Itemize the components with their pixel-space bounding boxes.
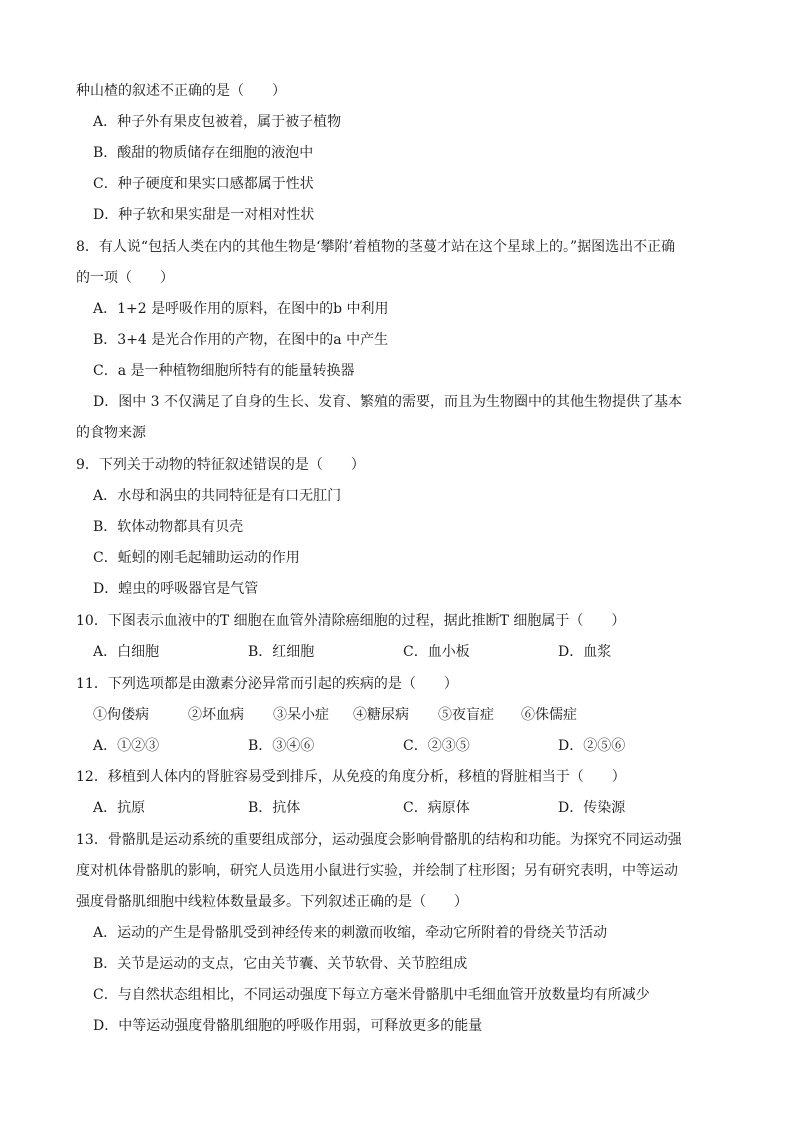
question-10-option-b[interactable]: B．红细胞 (248, 644, 315, 660)
disease-item-1: ①佝偻病 (93, 707, 149, 723)
question-13-option-b[interactable]: B．关节是运动的支点，它由关节囊、关节软骨、关节腔组成 (93, 956, 468, 972)
disease-item-3: ③呆小症 (273, 707, 329, 723)
question-11-option-d[interactable]: D．②⑤⑥ (558, 738, 626, 754)
question-7-option-d[interactable]: D．种子软和果实甜是一对相对性状 (93, 207, 315, 223)
question-8-option-a[interactable]: A．1+2 是呼吸作用的原料，在图中的b 中利用 (93, 301, 389, 317)
disease-item-2: ②坏血病 (188, 707, 244, 723)
question-11-stem: 11．下列选项都是由激素分泌异常而引起的疾病的是（ ） (76, 676, 458, 692)
question-12-stem: 12．移植到人体内的肾脏容易受到排斥，从免疫的角度分析，移植的肾脏相当于（ ） (76, 769, 626, 785)
question-12-options (93, 798, 693, 818)
question-10-option-d[interactable]: D．血浆 (558, 644, 612, 660)
question-8-option-d[interactable]: D．图中 3 不仅满足了自身的生长、发育、繁殖的需要，而且为生物圈中的其他生物提供了基本 (93, 394, 683, 410)
question-8-stem-cont: 的一项（ ） (76, 270, 174, 286)
question-7-option-c[interactable]: C．种子硬度和果实口感都属于性状 (93, 176, 314, 192)
question-11-option-a[interactable]: A．①②③ (93, 738, 160, 754)
question-8-option-b[interactable]: B．3+4 是光合作用的产物，在图中的a 中产生 (93, 332, 389, 348)
question-10-options (93, 642, 693, 662)
question-8-option-c[interactable]: C．a 是一种植物细胞所特有的能量转换器 (93, 363, 355, 379)
question-11-options (93, 736, 693, 756)
question-7-option-b[interactable]: B．酸甜的物质储存在细胞的液泡中 (93, 145, 314, 161)
question-12-option-b[interactable]: B．抗体 (248, 800, 301, 816)
disease-item-6: ⑥侏儒症 (521, 707, 577, 723)
question-13-stem: 13．骨骼肌是运动系统的重要组成部分，运动强度会影响骨骼肌的结构和功能。为探究不同运动强 (76, 832, 682, 848)
question-11-option-b[interactable]: B．③④⑥ (248, 738, 315, 754)
question-13-option-d[interactable]: D．中等运动强度骨骼肌细胞的呼吸作用弱，可释放更多的能量 (93, 1018, 483, 1034)
question-7-stem: 种山楂的叙述不正确的是（ ） (76, 83, 286, 99)
question-8-option-d-cont: 的食物来源 (76, 425, 146, 441)
question-12-option-c[interactable]: C．病原体 (403, 800, 470, 816)
disease-item-5: ⑤夜盲症 (438, 707, 494, 723)
question-9-option-a[interactable]: A．水母和涡虫的共同特征是有口无肛门 (93, 488, 342, 504)
question-9-option-b[interactable]: B．软体动物都具有贝壳 (93, 519, 244, 535)
question-13-stem-cont-1: 度对机体骨骼肌的影响，研究人员选用小鼠进行实验，并绘制了柱形图；另有研究表明，中等运动 (76, 863, 678, 879)
question-13-stem-cont-2: 强度骨骼肌细胞中线粒体数量最多。下列叙述正确的是（ ） (76, 894, 468, 910)
question-11-disease-list (93, 705, 693, 725)
question-8-stem: 8．有人说“包括人类在内的其他生物是‘攀附’着植物的茎蔓才站在这个星球上的。”据图选出不正确 (76, 239, 676, 255)
question-10-option-a[interactable]: A．白细胞 (93, 644, 160, 660)
question-12-option-a[interactable]: A．抗原 (93, 800, 146, 816)
question-13-option-a[interactable]: A．运动的产生是骨骼肌受到神经传来的刺激而收缩，牵动它所附着的骨绕关节活动 (93, 925, 608, 941)
question-11-option-c[interactable]: C．②③⑤ (403, 738, 470, 754)
question-9-option-c[interactable]: C．蚯蚓的刚毛起辅助运动的作用 (93, 550, 300, 566)
question-9-option-d[interactable]: D．蝗虫的呼吸器官是气管 (93, 581, 259, 597)
question-12-option-d[interactable]: D．传染源 (558, 800, 626, 816)
question-10-stem: 10．下图表示血液中的T 细胞在血管外清除癌细胞的过程，据此推断T 细胞属于（ ） (76, 613, 626, 629)
question-13-option-c[interactable]: C．与自然状态组相比，不同运动强度下每立方毫米骨骼肌中毛细血管开放数量均有所减少 (93, 987, 650, 1003)
question-10-option-c[interactable]: C．血小板 (403, 644, 470, 660)
question-7-option-a[interactable]: A．种子外有果皮包被着，属于被子植物 (93, 114, 342, 130)
question-9-stem: 9．下列关于动物的特征叙述错误的是（ ） (76, 457, 365, 473)
disease-item-4: ④糖尿病 (353, 707, 409, 723)
